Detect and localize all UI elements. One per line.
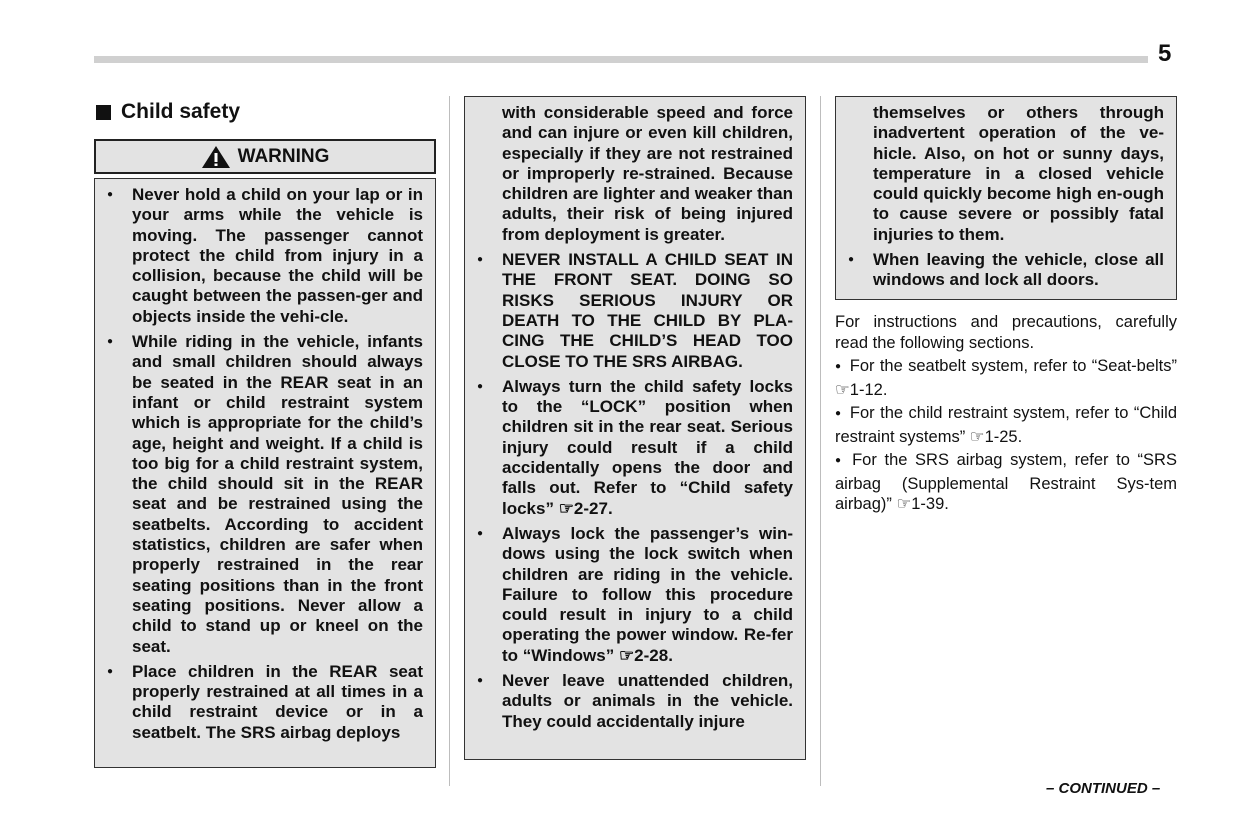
reference-item: ● For the SRS airbag system, refer to “SRS airbag (Supplemental Restraint Sys-tem airbag)” ☞1-39. <box>835 451 1177 513</box>
warning-label: WARNING <box>237 145 330 167</box>
reference-link[interactable]: For the seatbelt system, refer to “Seat-belts” ☞1-12. <box>835 357 1177 399</box>
warning-item: ● Never leave unattended children, adults or animals in the vehicle. They could accidentally injure <box>465 671 793 732</box>
references-section <box>835 312 1177 518</box>
reference-link[interactable]: For the SRS airbag system, refer to “SRS airbag (Supplemental Restraint Sys-tem airbag)” ☞1-39. <box>835 451 1177 513</box>
warning-item: ● Always lock the passenger’s win-dows using the lock switch when children are riding in the vehicle. Failure to follow this procedure could result in injury to a child operating the power window. Re-fer to “Windows” ☞2-28. <box>465 524 793 666</box>
column-divider-2 <box>820 96 821 786</box>
warning-continuation: themselves or others through inadvertent operation of the ve-hicle. Also, on hot or sunny days, temperature in a closed vehicle could quickly become high en-ough to cause severe or possibly fatal injuries to them. <box>873 103 1164 244</box>
section-title <box>96 100 240 124</box>
reference-link[interactable]: For the child restraint system, refer to “Child restraint systems” ☞1-25. <box>835 404 1177 446</box>
header-bar <box>94 56 1148 63</box>
warning-item: ● Always turn the child safety locks to the “LOCK” position when children sit in the rear seat. Serious injury could result if a child accidentally opens the door and falls out. Refer to “Child safety locks” ☞2-27. <box>465 377 793 519</box>
section-title-text: Child safety <box>121 100 241 123</box>
warning-continuation: with considerable speed and force and can injure or even kill children, especially if they are not restrained or improperly re-strained. Because children are lighter and weaker than adults, their risk of being injured from deployment is greater. <box>502 103 793 244</box>
warning-item: ● Never hold a child on your lap or in your arms while the vehicle is moving. The passenger cannot protect the child from injury in a collision, because the child will be caught between the passen-ger and objects inside the vehi-cle. <box>95 185 423 327</box>
warning-item: ● When leaving the vehicle, close all windows and lock all doors. <box>836 250 1164 291</box>
warning-item: ● While riding in the vehicle, infants and small children should always be seated in the REAR seat in an infant or child restraint system which is appropriate for the child’s age, height and weight. If a child is too big for a child restraint system, the child should sit in the REAR seat and be restrained using the seatbelts. According to accident statistics, children are safer when properly restrained in the rear seating positions than in the front seating positions. Never allow a child to stand up or kneel on the seat. <box>95 332 423 657</box>
column-divider-1 <box>449 96 450 786</box>
reference-item: ● For the child restraint system, refer to “Child restraint systems” ☞1-25. <box>835 404 1177 446</box>
warning-item: ● NEVER INSTALL A CHILD SEAT IN THE FRONT SEAT. DOING SO RISKS SERIOUS INJURY OR DEATH TO THE CHILD BY PLA-CING THE CHILD’S HEAD TOO CLOSE TO THE SRS AIRBAG. <box>465 250 793 372</box>
warning-triangle-icon <box>201 145 231 169</box>
section-square-icon <box>96 105 111 120</box>
warning-header <box>94 139 436 174</box>
warning-item: ● Place children in the REAR seat properly restrained at all times in a child restraint device or in a seatbelt. The SRS airbag deploys <box>95 662 423 743</box>
page-number: 5 <box>1158 40 1172 67</box>
warning-box-col1 <box>94 178 436 768</box>
reference-item: ● For the seatbelt system, refer to “Seat-belts” ☞1-12. <box>835 357 1177 399</box>
continued-label: – CONTINUED – <box>1046 780 1161 797</box>
references-intro: For instructions and precautions, carefully read the following sections. <box>835 313 1177 352</box>
warning-box-col3 <box>835 96 1177 300</box>
warning-box-col2 <box>464 96 806 760</box>
